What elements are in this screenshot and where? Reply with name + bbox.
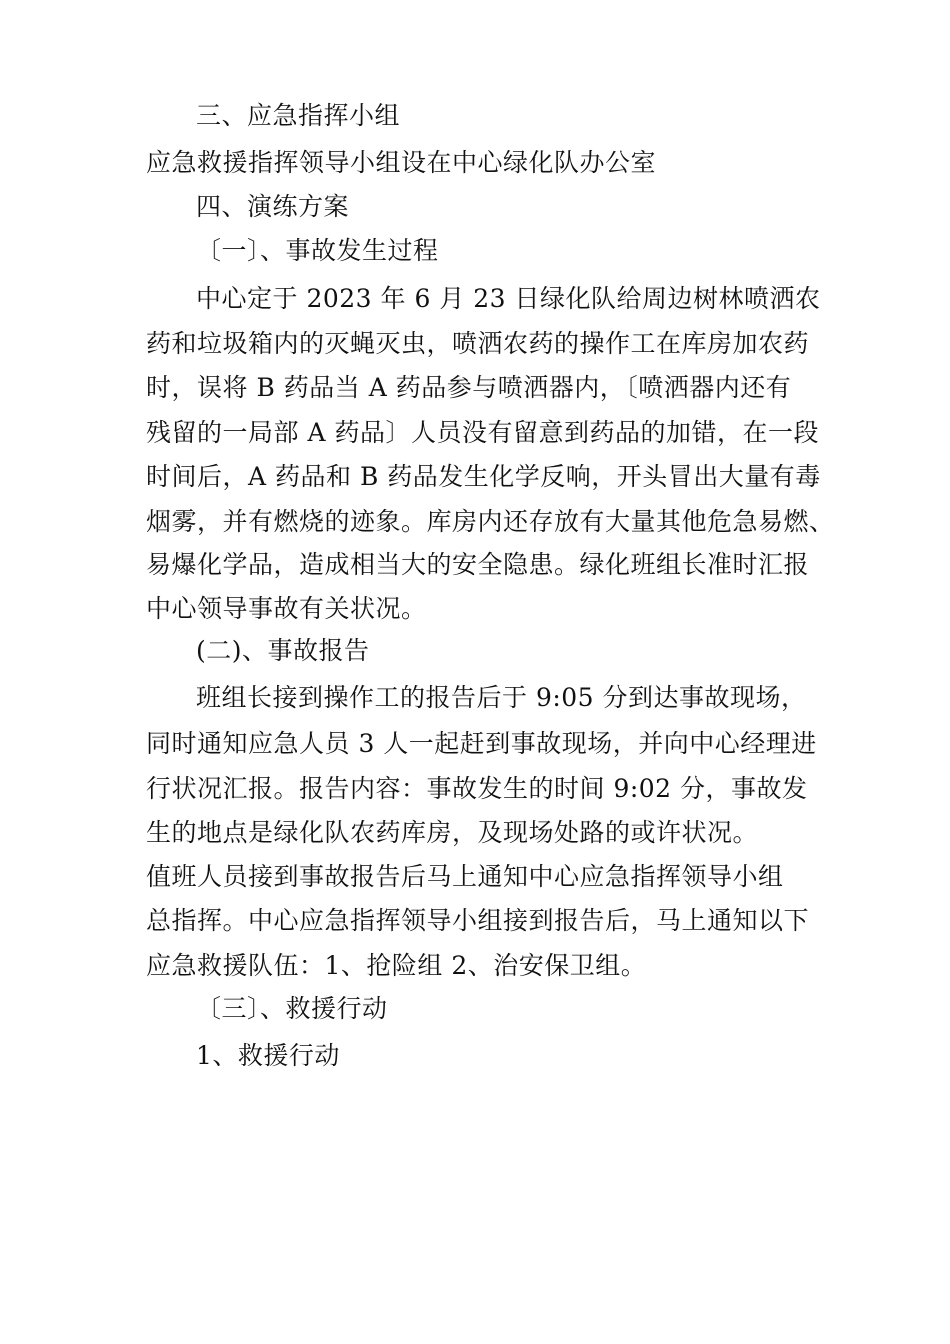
paragraph-line: 值班人员接到事故报告后马上通知中心应急指挥领导小组 — [146, 862, 784, 891]
paragraph-line: 残留的一局部 A 药品〕人员没有留意到药品的加错，在一段 — [146, 418, 819, 447]
section-4-heading: 四、演练方案 — [196, 192, 350, 221]
paragraph-line: 总指挥。中心应急指挥领导小组接到报告后，马上通知以下 — [146, 906, 810, 935]
subsection-3-heading: 〔三〕、救援行动 — [196, 994, 388, 1023]
paragraph-line: 行状况汇报。报告内容：事故发生的时间 9:02 分，事故发 — [146, 774, 808, 803]
section-3-body: 应急救援指挥领导小组设在中心绿化队办公室 — [146, 148, 657, 177]
paragraph-line: 班组长接到操作工的报告后于 9:05 分到达事故现场， — [196, 683, 807, 712]
section-3-heading: 三、应急指挥小组 — [196, 101, 401, 130]
paragraph-line: 同时通知应急人员 3 人一起赶到事故现场，并向中心经理进 — [146, 729, 817, 758]
subsection-2-heading: (二)、事故报告 — [196, 636, 370, 665]
paragraph-line: 中心领导事故有关状况。 — [146, 594, 427, 623]
paragraph-line: 时间后，A 药品和 B 药品发生化学反响，开头冒出大量有毒 — [146, 462, 821, 491]
paragraph-line: 时，误将 B 药品当 A 药品参与喷洒器内，〔喷洒器内还有 — [146, 373, 792, 402]
subsection-1-heading: 〔一〕、事故发生过程 — [196, 236, 439, 265]
paragraph-line: 药和垃圾箱内的灭蝇灭虫，喷洒农药的操作工在库房加农药 — [146, 329, 810, 358]
paragraph-line: 应急救援队伍：1、抢险组 2、治安保卫组。 — [146, 951, 647, 980]
paragraph-line: 易爆化学品，造成相当大的安全隐患。绿化班组长准时汇报 — [146, 550, 810, 579]
item-1-heading: 1、救援行动 — [196, 1041, 340, 1070]
paragraph-line: 烟雾，并有燃烧的迹象。库房内还存放有大量其他危急易燃、 — [146, 507, 835, 536]
paragraph-line: 中心定于 2023 年 6 月 23 日绿化队给周边树林喷洒农 — [196, 284, 821, 313]
paragraph-line: 生的地点是绿化队农药库房，及现场处路的或许状况。 — [146, 818, 759, 847]
